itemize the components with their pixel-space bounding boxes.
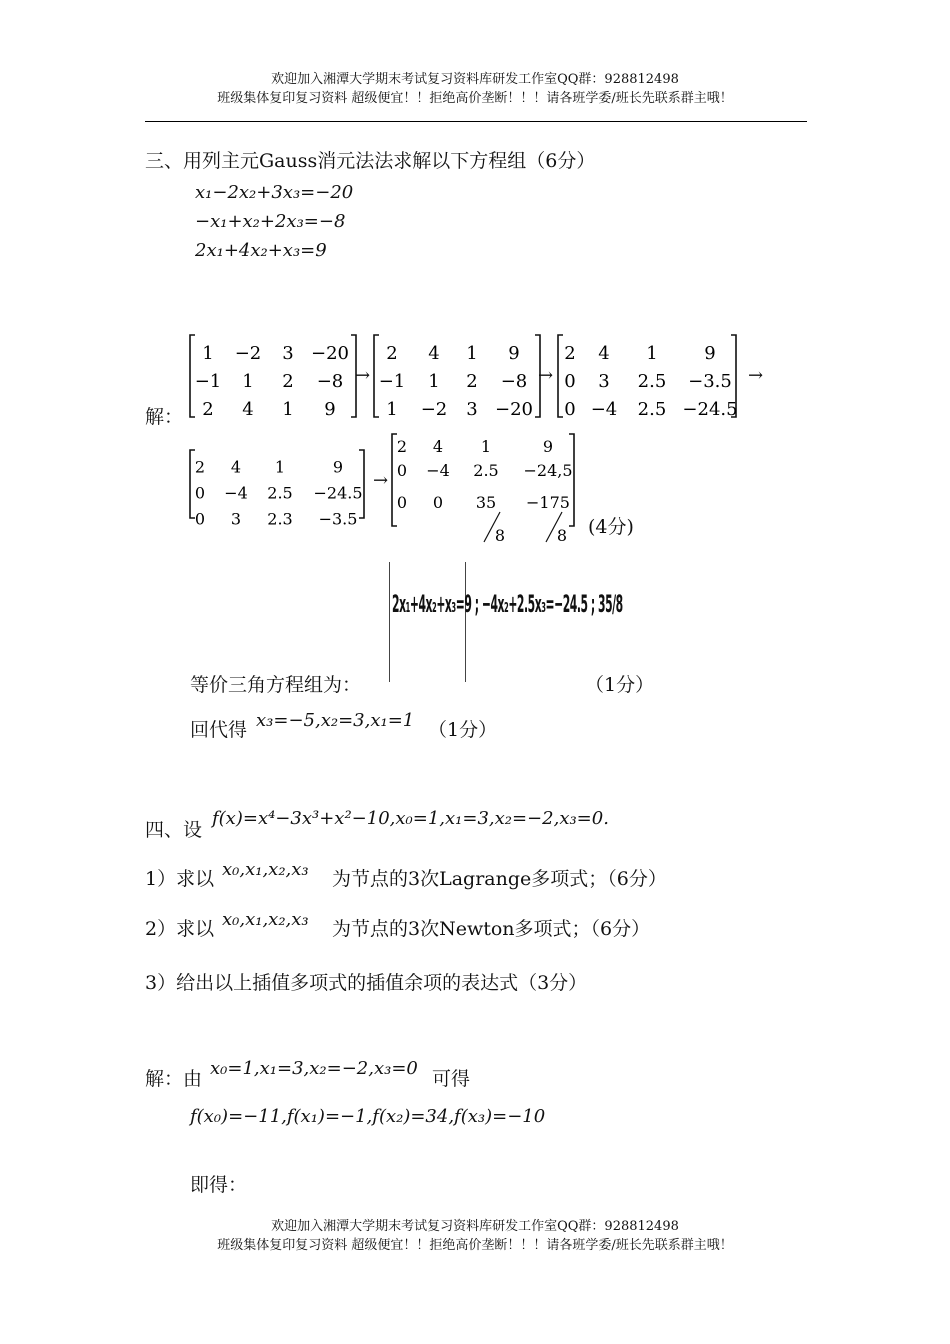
matrix-cell: 4 xyxy=(432,437,444,456)
rotated-equation: 2x₁+4x₂+x₃=9 ; −4x₂+2.5x₃=−24.5 ; 35/8 xyxy=(392,590,623,618)
arrow-2: → xyxy=(538,365,554,386)
matrix-cell: 9 xyxy=(704,342,716,364)
matrix2-svg xyxy=(372,333,542,419)
augmented-matrix-4 xyxy=(188,448,366,529)
equation-1: x₁−2x₂+3x₃=−20 xyxy=(195,182,354,203)
matrix-cell: −2 xyxy=(420,398,448,420)
arrow-1: → xyxy=(355,365,371,386)
matrix-cell: 3 xyxy=(282,342,294,364)
rotated-equation-mid-bar xyxy=(465,562,468,682)
matrix-cell: −20 xyxy=(495,398,533,420)
matrix-cell: 1 xyxy=(386,398,398,420)
left-bracket xyxy=(558,335,563,417)
matrix-cell: 2.5 xyxy=(267,483,293,503)
matrix-cell: 1 xyxy=(466,342,478,364)
matrix-cell: −3.5 xyxy=(318,509,358,529)
matrix3-svg xyxy=(556,333,738,419)
matrix-cell: 4 xyxy=(598,342,610,364)
matrix-cell: 2 xyxy=(466,370,478,392)
matrix-cell: −175 xyxy=(526,493,570,512)
fraction-denominator: 8 xyxy=(494,526,506,545)
augmented-matrix-1 xyxy=(188,333,358,423)
matrix-cell: 1 xyxy=(202,342,214,364)
matrix-cell: 9 xyxy=(542,437,554,456)
footer-line-1: 欢迎加入湘潭大学期末考试复习资料库研发工作室QQ群：928812498 xyxy=(271,1219,679,1234)
section-4-formula: f(x)=x⁴−3x³+x²−10,x₀=1,x₁=3,x₂=−2,x₃=0. xyxy=(212,808,609,829)
score-4: (4分) xyxy=(588,516,634,538)
equation-3: 2x₁+4x₂+x₃=9 xyxy=(195,240,327,261)
matrix-cell: −1 xyxy=(194,370,222,392)
matrix-cell: 0 xyxy=(564,370,576,392)
question-1-nodes: x₀,x₁,x₂,x₃ xyxy=(222,859,309,880)
matrix-cell: −24.5 xyxy=(313,483,363,503)
matrix-cell: −3.5 xyxy=(688,370,732,392)
matrix-cell: −20 xyxy=(311,342,349,364)
matrix-cell: 1 xyxy=(646,342,658,364)
score-1b: （1分） xyxy=(428,719,498,741)
matrix-cell: −8 xyxy=(500,370,528,392)
matrix-cell: −2 xyxy=(234,342,262,364)
matrix-cell: −4 xyxy=(426,461,450,480)
arrow-4: → xyxy=(373,470,389,491)
matrix-cell: −8 xyxy=(316,370,344,392)
question-1-suffix: 为节点的3次Lagrange多项式；（6分） xyxy=(332,868,667,890)
matrix-cell: 2.5 xyxy=(637,370,667,392)
matrix-cell: 2 xyxy=(564,342,576,364)
augmented-matrix-2 xyxy=(372,333,542,423)
matrix-cell: 9 xyxy=(332,457,344,477)
question-2-prefix: 2）求以 xyxy=(145,918,215,940)
matrix-cell: 2 xyxy=(202,398,214,420)
back-substitution-label: 回代得 xyxy=(190,719,248,741)
matrix-cell: 2.5 xyxy=(637,398,667,420)
function-values: f(x₀)=−11,f(x₁)=−1,f(x₂)=34,f(x₃)=−10 xyxy=(190,1106,546,1127)
matrix-cell: 2.3 xyxy=(267,509,293,529)
score-1a: （1分） xyxy=(585,674,655,696)
right-bracket xyxy=(569,434,574,526)
question-3: 3）给出以上插值多项式的插值余项的表达式（3分） xyxy=(145,972,588,994)
matrix-cell: −1 xyxy=(378,370,406,392)
question-2-suffix: 为节点的3次Newton多项式；（6分） xyxy=(332,918,651,940)
arrow-3: → xyxy=(748,365,764,386)
section-3-title: 三、用列主元Gauss消元法法求解以下方程组（6分） xyxy=(145,150,596,172)
matrix-cell: 1 xyxy=(282,398,294,420)
augmented-matrix-3 xyxy=(556,333,738,423)
triangular-label: 等价三角方程组为： xyxy=(190,674,362,696)
matrix-cell: 1 xyxy=(274,457,286,477)
back-substitution-value: x₃=−5,x₂=3,x₁=1 xyxy=(256,710,415,731)
matrix-cell: 0 xyxy=(432,493,444,512)
matrix-cell: 2 xyxy=(194,457,206,477)
header-line-2: 班级集体复印复习资料 超级便宜！！拒绝高价垄断！！！请各班学委/班长先联系群主哦！ xyxy=(217,91,733,106)
therefore-label: 即得： xyxy=(190,1174,248,1196)
matrix-cell: 0 xyxy=(564,398,576,420)
matrix-cell: 1 xyxy=(428,370,440,392)
matrix4-svg xyxy=(188,448,366,529)
matrix-cell: 2.5 xyxy=(473,461,499,480)
header-divider xyxy=(145,121,807,122)
matrix-cell: 3 xyxy=(598,370,610,392)
matrix-cell: −4 xyxy=(590,398,618,420)
matrix-cell: 2 xyxy=(386,342,398,364)
matrix-cell: 35 xyxy=(475,493,497,512)
matrix-cell: 3 xyxy=(466,398,478,420)
matrix-cell: −4 xyxy=(224,483,248,503)
equation-2: −x₁+x₂+2x₃=−8 xyxy=(195,211,346,232)
question-2-nodes: x₀,x₁,x₂,x₃ xyxy=(222,909,309,930)
solution-label: 解： xyxy=(145,406,184,428)
matrix-cell: 0 xyxy=(194,483,206,503)
matrix-cell: 9 xyxy=(508,342,520,364)
matrix-cell: 2 xyxy=(396,437,408,456)
solution-4-nodes: x₀=1,x₁=3,x₂=−2,x₃=0 xyxy=(210,1058,418,1079)
solution-4-suffix: 可得 xyxy=(432,1068,471,1090)
matrix-cell: 0 xyxy=(396,461,408,480)
matrix-cell: 0 xyxy=(194,509,206,529)
matrix5-svg xyxy=(390,432,576,545)
matrix-cell: 9 xyxy=(324,398,336,420)
fraction-denominator: 8 xyxy=(556,526,568,545)
header-line-1: 欢迎加入湘潭大学期末考试复习资料库研发工作室QQ群：928812498 xyxy=(271,72,679,87)
matrix-cell: 4 xyxy=(242,398,254,420)
matrix-cell: 4 xyxy=(428,342,440,364)
matrix-cell: −24,5 xyxy=(523,461,573,480)
footer-line-2: 班级集体复印复习资料 超级便宜！！拒绝高价垄断！！！请各班学委/班长先联系群主哦！ xyxy=(217,1238,733,1253)
matrix-cell: 1 xyxy=(480,437,492,456)
matrix1-svg xyxy=(188,333,358,419)
matrix-cell: −24.5 xyxy=(682,398,738,420)
rotated-equation-left-bar xyxy=(389,562,392,682)
matrix-cell: 4 xyxy=(230,457,242,477)
matrix-cell: 2 xyxy=(282,370,294,392)
matrix-cell: 3 xyxy=(230,509,242,529)
solution-4-prefix: 解：由 xyxy=(145,1068,203,1090)
matrix-cell: 0 xyxy=(396,493,408,512)
question-1-prefix: 1）求以 xyxy=(145,868,215,890)
section-4-title-prefix: 四、设 xyxy=(145,819,203,841)
augmented-matrix-5 xyxy=(390,432,576,545)
matrix-cell: 1 xyxy=(242,370,254,392)
